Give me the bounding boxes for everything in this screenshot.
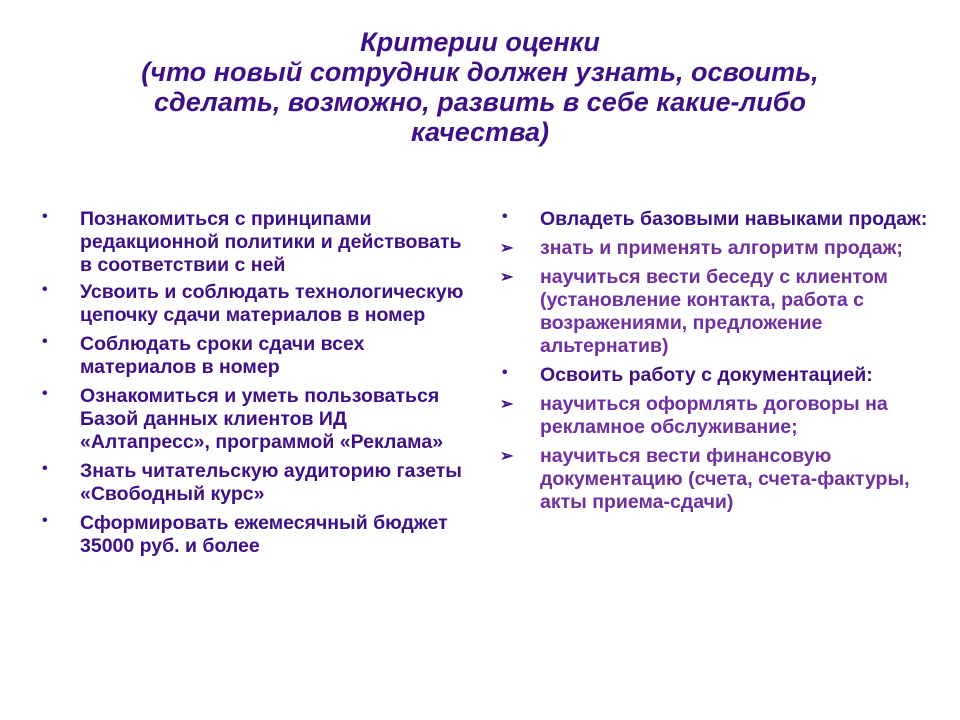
list-item-text: Соблюдать сроки сдачи всех материалов в номер bbox=[80, 333, 365, 378]
title-line-2: (что новый сотрудник должен узнать, освоить, bbox=[141, 57, 819, 87]
list-item-text: Сформировать ежемесячный бюджет 35000 руб. и более bbox=[80, 512, 448, 557]
list-item bbox=[500, 393, 930, 439]
list-item bbox=[40, 208, 470, 277]
slide-title bbox=[60, 27, 900, 147]
bullet-icon: • bbox=[42, 512, 48, 529]
list-item-text: научиться вести беседу с клиентом (установление контакта, работа с возражениями, предложение альтернатив) bbox=[540, 266, 888, 357]
left-criteria-list bbox=[40, 208, 470, 562]
list-item bbox=[40, 333, 470, 379]
list-item-text: научиться вести финансовую документацию (счета, счета-фактуры, акты приема-сдачи) bbox=[540, 445, 910, 513]
bullet-icon: • bbox=[42, 208, 48, 225]
list-item-text: Овладеть базовыми навыками продаж: bbox=[540, 208, 928, 230]
list-item-text: знать и применять алгоритм продаж; bbox=[540, 237, 903, 259]
list-item bbox=[500, 237, 930, 260]
bullet-icon: • bbox=[42, 385, 48, 402]
list-item bbox=[40, 512, 470, 558]
bullet-icon: • bbox=[42, 460, 48, 477]
arrow-bullet-icon: ➢ bbox=[500, 396, 514, 413]
bullet-icon: • bbox=[42, 333, 48, 350]
right-criteria-list bbox=[500, 208, 930, 516]
list-item-text: научиться оформлять договоры на рекламное обслуживание; bbox=[540, 393, 888, 438]
title-line-3: сделать, возможно, развить в себе какие-либо bbox=[154, 87, 806, 117]
bullet-icon: • bbox=[42, 281, 48, 298]
bullet-icon: • bbox=[502, 364, 508, 381]
list-item-text: Познакомиться с принципами редакционной политики и действовать в соответствии с ней bbox=[80, 208, 462, 276]
list-item bbox=[500, 364, 930, 387]
list-item bbox=[500, 266, 930, 358]
list-item-text: Знать читательскую аудиторию газеты «Свободный курс» bbox=[80, 460, 462, 505]
bullet-icon: • bbox=[502, 208, 508, 225]
title-line-4: качества) bbox=[410, 117, 550, 147]
list-item-text: Освоить работу с документацией: bbox=[540, 364, 873, 386]
list-item-text: Ознакомиться и уметь пользоваться Базой данных клиентов ИД «Алтапресс», программой «Реклама» bbox=[80, 385, 444, 453]
arrow-bullet-icon: ➢ bbox=[500, 240, 514, 257]
list-item bbox=[40, 460, 470, 506]
title-line-1: Критерии оценки bbox=[360, 27, 600, 57]
list-item bbox=[500, 445, 930, 514]
list-item bbox=[40, 385, 470, 454]
list-item bbox=[500, 208, 930, 231]
list-item bbox=[40, 281, 470, 327]
list-item-text: Усвоить и соблюдать технологическую цепочку сдачи материалов в номер bbox=[80, 281, 464, 326]
arrow-bullet-icon: ➢ bbox=[500, 448, 514, 465]
arrow-bullet-icon: ➢ bbox=[500, 269, 514, 286]
